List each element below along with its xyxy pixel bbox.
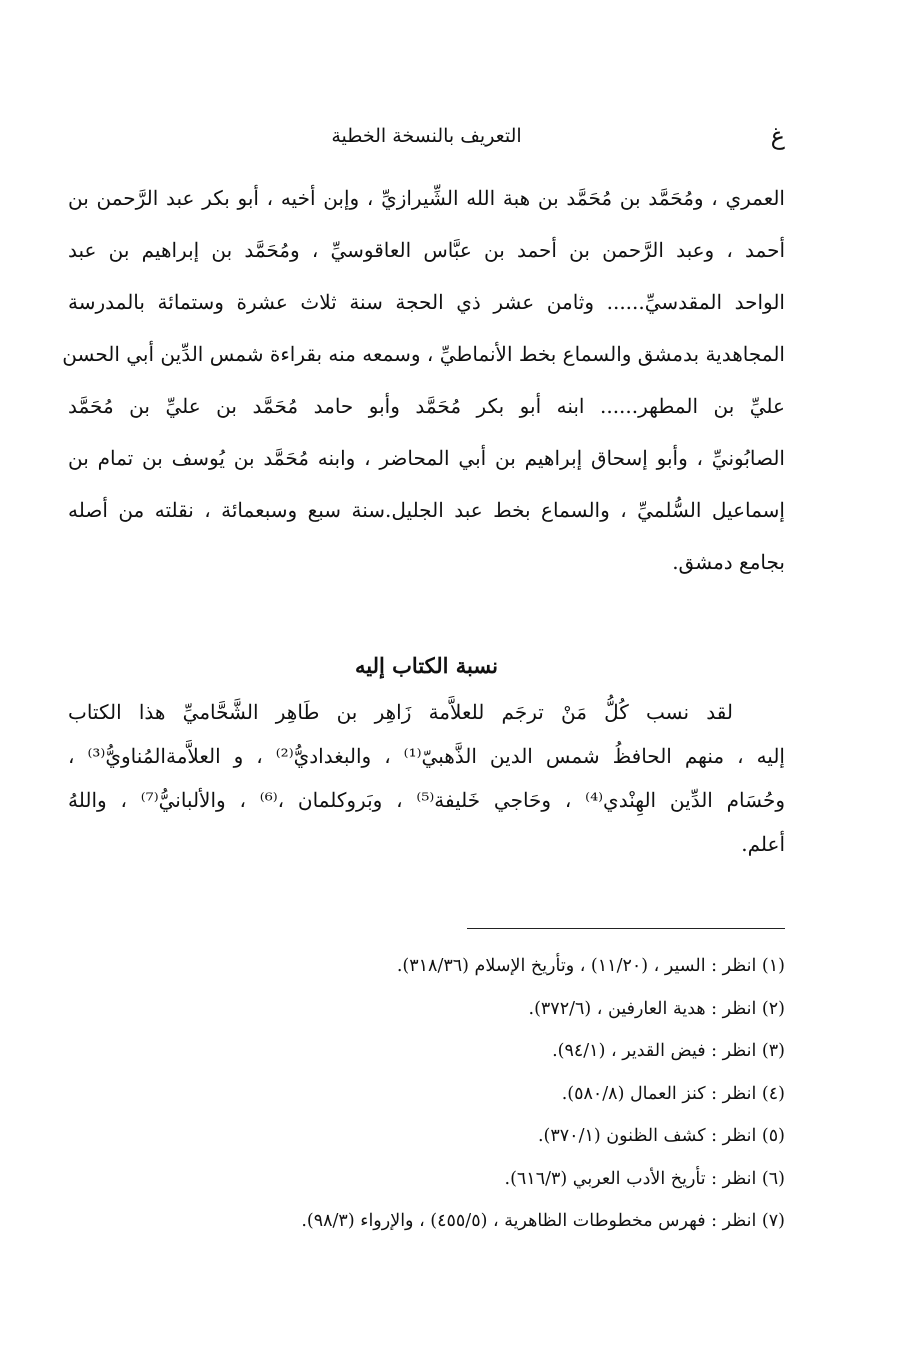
- page-header: [68, 116, 785, 156]
- text-line: المجاهدية بدمشق والسماع بخط الأنماطيِّ ، وسمعه منه بقراءة شمس الدِّين أبي الحسن: [62, 342, 785, 366]
- footnote: (٧) انظر : فهرس مخطوطات الظاهرية ، (٤٥٥/٥) ، والإرواء (٩٨/٣).: [301, 1211, 785, 1231]
- footnote: (٦) انظر : تأريخ الأدب العربي (٦١٦/٣).: [504, 1168, 785, 1189]
- text-line: وحُسَام الدِّين الهِنْدي⁽⁴⁾ ، وحَاجي خَليفة⁽⁵⁾ ، وبَروكلمان ،⁽⁶⁾ ، والألبانيُّ⁽⁷⁾ ، واللهُ: [68, 788, 786, 812]
- text-line: عليِّ بن المطهر...... ابنه أبو بكر مُحَمَّد وأبو حامد مُحَمَّد بن عليِّ بن مُحَمَّد: [68, 394, 785, 418]
- footnote: (١) انظر : السير ، (١١/٢٠) ، وتأريخ الإسلام (٣١٨/٣٦).: [396, 956, 785, 976]
- footnotes: [68, 945, 785, 1243]
- text-line: لقد نسب كُلُّ مَنْ ترجَم للعلاَّمة زَاهِر بن طَاهِر الشَّحَّاميِّ هذا الكتاب: [68, 700, 733, 724]
- attribution-paragraph: [68, 690, 785, 866]
- text-line: إسماعيل السُّلميِّ ، والسماع بخط عبد الجليل.سنة سبع وسبعمائة ، نقلته من أصله: [68, 498, 785, 522]
- section-heading: نسبة الكتاب إليه: [355, 653, 498, 678]
- text-line: العمري ، ومُحَمَّد بن مُحَمَّد بن هبة الله الشِّيرازيِّ ، وإبن أخيه ، أبو بكر عبد الرَّحمن بن: [68, 186, 785, 210]
- text-line: إليه ، منهم الحافظُ شمس الدين الذَّهبيّ⁽¹⁾ ، والبغداديُّ⁽²⁾ ، و العلاَّمةالمُناويُّ⁽³⁾ ،: [68, 744, 785, 768]
- running-title: التعريف بالنسخة الخطية: [331, 125, 522, 147]
- text-line: الصابُونيِّ ، وأبو إسحاق إبراهيم بن أبي المحاضر ، وابنه مُحَمَّد بن يُوسف بن تمام بن: [68, 446, 785, 470]
- provenance-paragraph: [62, 172, 785, 588]
- text-line: أعلم.: [741, 832, 785, 856]
- text-line: بجامع دمشق.: [672, 550, 785, 574]
- page-number-letter: غ: [770, 122, 785, 150]
- footnote: (٥) انظر : كشف الظنون (٣٧٠/١).: [537, 1126, 785, 1146]
- footnote-separator: [467, 928, 785, 929]
- footnote: (٣) انظر : فيض القدير ، (٩٤/١).: [552, 1041, 785, 1061]
- text-line: الواحد المقدسيِّ...... وثامن عشر ذي الحجة سنة ثلاث عشرة وستمائة بالمدرسة: [68, 290, 785, 314]
- footnote: (٢) انظر : هدية العارفين ، (٣٧٢/٦).: [528, 998, 785, 1019]
- footnote: (٤) انظر : كنز العمال (٥٨٠/٨).: [561, 1083, 785, 1104]
- text-line: أحمد ، وعبد الرَّحمن بن أحمد بن عبَّاس العاقوسيِّ ، ومُحَمَّد بن إبراهيم بن عبد: [68, 238, 785, 262]
